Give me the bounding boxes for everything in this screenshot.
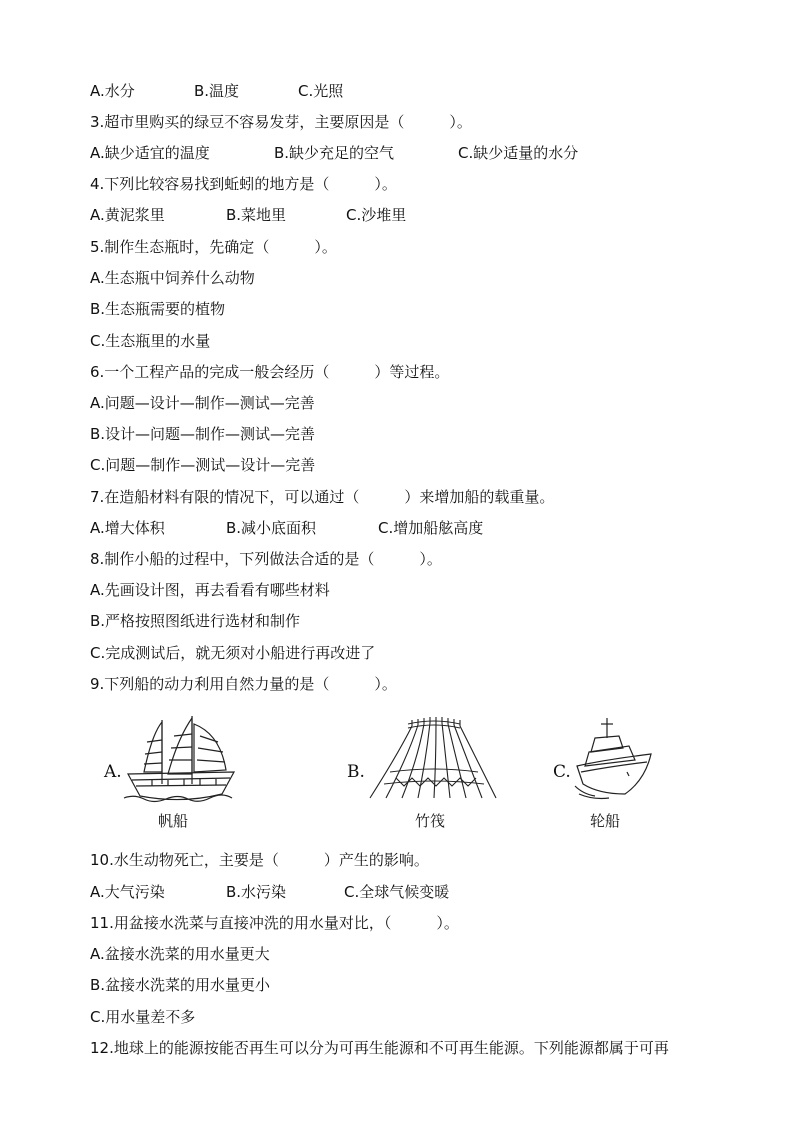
q8-option-b[interactable]: B.严格按照图纸进行选材和制作 <box>90 612 301 630</box>
q2-option-b[interactable]: B.温度 <box>194 82 240 100</box>
q2-option-c[interactable]: C.光照 <box>298 82 344 100</box>
q5-option-b[interactable]: B.生态瓶需要的植物 <box>90 300 226 318</box>
q2-options <box>90 81 690 101</box>
q10-option-a[interactable]: A.大气污染 <box>90 883 165 901</box>
q3-stem: 3.超市里购买的绿豆不容易发芽，主要原因是（ ）。 <box>90 113 472 131</box>
q6-option-a[interactable]: A.问题—设计—制作—测试—完善 <box>90 394 315 412</box>
q9-stem: 9.下列船的动力利用自然力量的是（ ）。 <box>90 675 397 693</box>
bamboo-raft-illustration <box>368 714 498 800</box>
q5-stem: 5.制作生态瓶时，先确定（ ）。 <box>90 238 337 256</box>
q11-option-c[interactable]: C.用水量差不多 <box>90 1008 196 1026</box>
q7-option-a[interactable]: A.增大体积 <box>90 519 165 537</box>
q11-option-b[interactable]: B.盆接水洗菜的用水量更小 <box>90 976 271 994</box>
q4-stem: 4.下列比较容易找到蚯蚓的地方是（ ）。 <box>90 175 397 193</box>
q3-options <box>90 143 690 163</box>
q3-option-b[interactable]: B.缺少充足的空气 <box>274 144 395 162</box>
q4-option-c[interactable]: C.沙堆里 <box>346 206 407 224</box>
q6-option-c[interactable]: C.问题—制作—测试—设计—完善 <box>90 456 316 474</box>
q7-option-b[interactable]: B.减小底面积 <box>226 519 317 537</box>
q7-stem: 7.在造船材料有限的情况下，可以通过（ ）来增加船的载重量。 <box>90 488 555 506</box>
q3-option-a[interactable]: A.缺少适宜的温度 <box>90 144 210 162</box>
q9-figure-b-letter[interactable]: B. <box>347 762 365 782</box>
q10-option-c[interactable]: C.全球气候变暖 <box>344 883 450 901</box>
q5-option-c[interactable]: C.生态瓶里的水量 <box>90 332 211 350</box>
q8-option-a[interactable]: A.先画设计图，再去看看有哪些材料 <box>90 581 330 599</box>
sailboat-illustration <box>122 714 240 804</box>
q2-option-a[interactable]: A.水分 <box>90 82 135 100</box>
q10-option-b[interactable]: B.水污染 <box>226 883 287 901</box>
q8-option-c[interactable]: C.完成测试后，就无须对小船进行再改进了 <box>90 644 376 662</box>
q11-option-a[interactable]: A.盆接水洗菜的用水量更大 <box>90 945 270 963</box>
q12-stem: 12.地球上的能源按能否再生可以分为可再生能源和不可再生能源。下列能源都属于可再 <box>90 1039 669 1057</box>
q10-stem: 10.水生动物死亡，主要是（ ）产生的影响。 <box>90 851 429 869</box>
q9-figure-a-letter[interactable]: A. <box>104 762 122 782</box>
steamship-illustration <box>573 714 657 800</box>
q4-option-a[interactable]: A.黄泥浆里 <box>90 206 165 224</box>
q9-figure-c-letter[interactable]: C. <box>553 762 571 782</box>
q9-figure-b-caption[interactable]: 竹筏 <box>415 812 446 830</box>
q6-stem: 6.一个工程产品的完成一般会经历（ ）等过程。 <box>90 363 450 381</box>
q9-figures <box>0 700 794 840</box>
q3-option-c[interactable]: C.缺少适量的水分 <box>458 144 579 162</box>
q5-option-a[interactable]: A.生态瓶中饲养什么动物 <box>90 269 255 287</box>
q4-option-b[interactable]: B.菜地里 <box>226 206 287 224</box>
q7-options <box>90 518 690 538</box>
q8-stem: 8.制作小船的过程中，下列做法合适的是（ ）。 <box>90 550 442 568</box>
q10-options <box>90 882 690 902</box>
q6-option-b[interactable]: B.设计—问题—制作—测试—完善 <box>90 425 316 443</box>
q9-figure-a-caption[interactable]: 帆船 <box>158 812 189 830</box>
q7-option-c[interactable]: C.增加船舷高度 <box>378 519 484 537</box>
q11-stem: 11.用盆接水洗菜与直接冲洗的用水量对比，（ ）。 <box>90 914 459 932</box>
q4-options <box>90 205 690 225</box>
q9-figure-c-caption[interactable]: 轮船 <box>590 812 621 830</box>
